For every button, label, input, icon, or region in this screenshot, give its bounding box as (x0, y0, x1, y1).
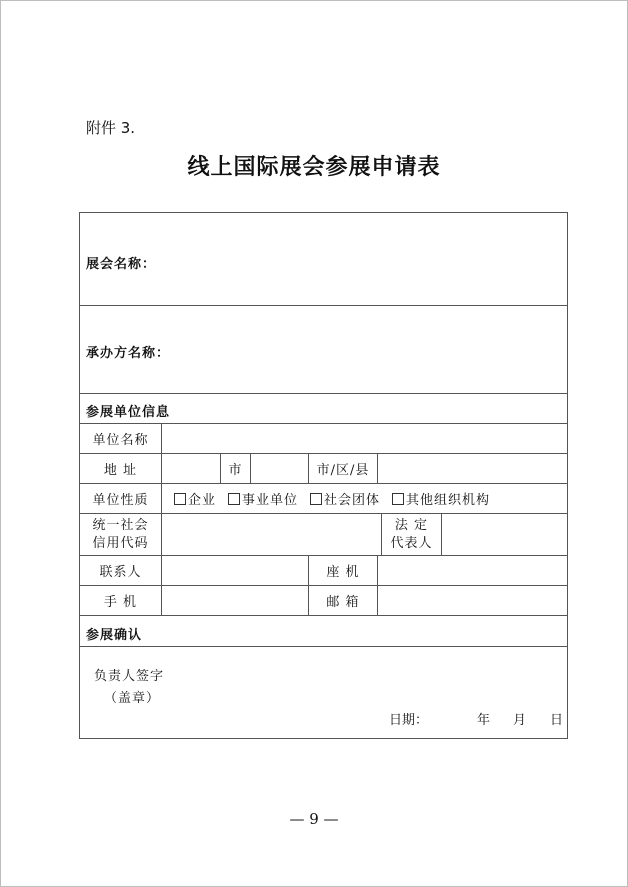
year-label: 年 (477, 713, 491, 728)
email-field[interactable] (378, 586, 569, 615)
unit-nature-row (80, 484, 567, 514)
signature-area[interactable] (80, 647, 567, 740)
legal-rep-label: 法 定 代表人 (382, 514, 442, 555)
section-unit-info-label: 参展单位信息 (86, 405, 171, 420)
section-confirm (80, 616, 567, 647)
section-unit-info (80, 394, 567, 424)
city-field[interactable] (251, 454, 309, 483)
mobile-row (80, 586, 567, 616)
unit-name-label: 单位名称 (80, 424, 162, 453)
landline-field[interactable] (378, 556, 569, 585)
signature-label: 负责人签字 (94, 669, 165, 684)
checkbox-icon[interactable] (392, 493, 404, 505)
email-label: 邮 箱 (309, 586, 378, 615)
city-label: 市 (221, 454, 251, 483)
contact-label: 联系人 (80, 556, 162, 585)
checkbox-icon[interactable] (174, 493, 186, 505)
page-number: — 9 — (289, 810, 339, 828)
checkbox-icon[interactable] (310, 493, 322, 505)
exhibition-name-label: 展会名称： (86, 257, 157, 272)
district-label: 市/区/县 (309, 454, 378, 483)
province-field[interactable] (162, 454, 221, 483)
application-form (79, 212, 568, 739)
legal-rep-field[interactable] (442, 514, 569, 555)
mobile-label: 手 机 (80, 586, 162, 615)
attachment-label: 附件 3. (86, 119, 136, 137)
credit-code-label: 统一社会 信用代码 (80, 514, 162, 555)
address-row (80, 454, 567, 484)
unit-name-row (80, 424, 567, 454)
month-label: 月 (513, 713, 527, 728)
day-label: 日 (550, 713, 564, 728)
organizer-label: 承办方名称： (86, 346, 171, 361)
district-field[interactable] (378, 454, 569, 483)
checkbox-icon[interactable] (228, 493, 240, 505)
seal-label: （盖章） (104, 691, 161, 706)
exhibition-name-row[interactable] (80, 213, 567, 306)
address-label: 地 址 (80, 454, 162, 483)
organizer-row[interactable] (80, 306, 567, 394)
contact-field[interactable] (162, 556, 309, 585)
option-social-group[interactable]: 社会团体 (310, 489, 380, 508)
unit-nature-options (162, 484, 569, 513)
contact-row (80, 556, 567, 586)
credit-code-row (80, 514, 567, 556)
landline-label: 座 机 (309, 556, 378, 585)
unit-name-field[interactable] (162, 424, 569, 453)
form-title: 线上国际展会参展申请表 (187, 154, 441, 180)
option-public-institution[interactable]: 事业单位 (228, 489, 298, 508)
unit-nature-label: 单位性质 (80, 484, 162, 513)
option-enterprise[interactable]: 企业 (174, 489, 216, 508)
section-confirm-label: 参展确认 (86, 628, 143, 643)
date-label: 日期： (389, 713, 429, 728)
mobile-field[interactable] (162, 586, 309, 615)
option-other-organization[interactable]: 其他组织机构 (392, 489, 490, 508)
credit-code-field[interactable] (162, 514, 382, 555)
